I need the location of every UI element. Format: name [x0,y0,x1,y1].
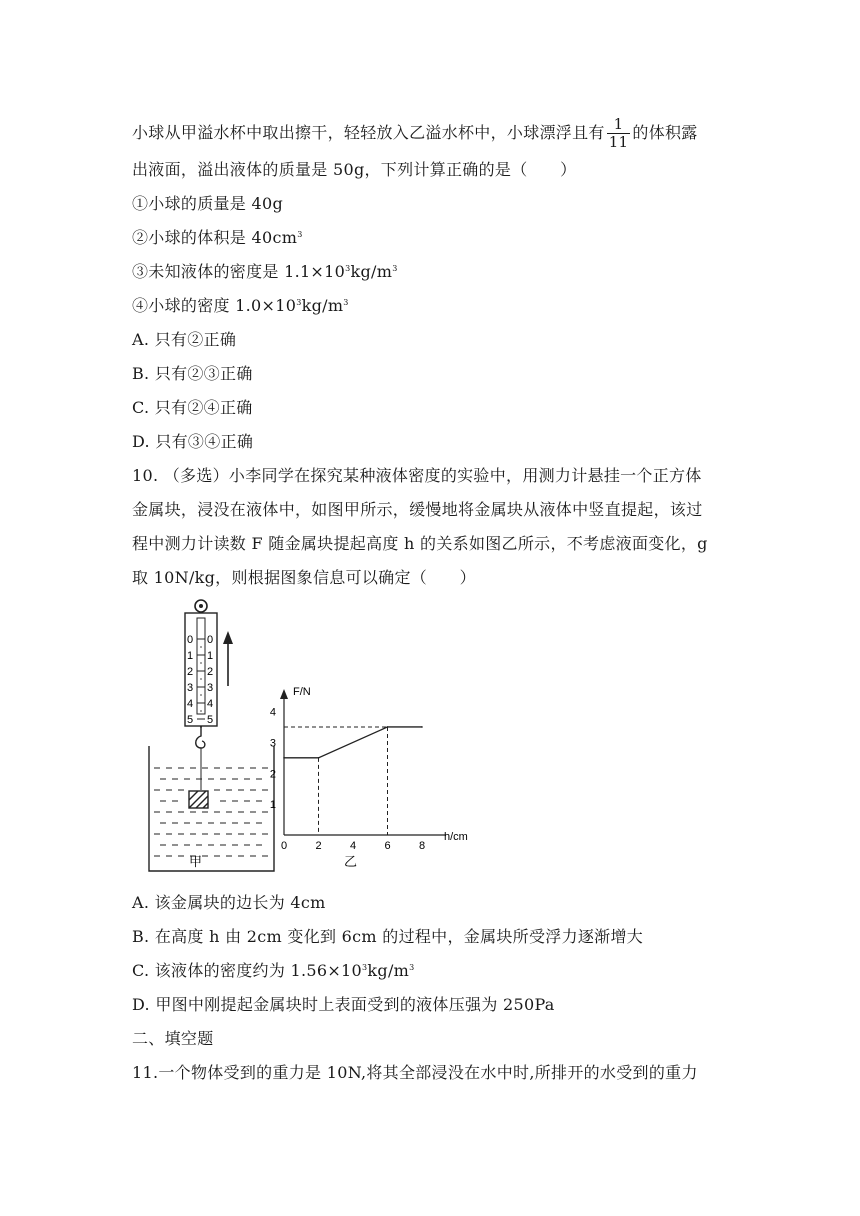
f-h-chart [270,686,468,852]
scale-right-label: 4 [207,698,214,710]
section-title: 二、填空题 [132,1029,214,1048]
superscript: 3 [409,963,415,972]
label-yi: 乙 [344,854,358,869]
superscript: 3 [296,298,302,307]
q9-line-1-text-b: 的体积露 [632,123,698,142]
label-jia: 甲 [189,854,203,869]
x-tick-label: 8 [418,840,426,852]
spring-scale [185,600,233,790]
q9-line-1 [132,116,698,151]
chart-guides [284,727,388,835]
q9-statement-2-text: ②小球的体积是 40cm [132,228,298,247]
q10-option-c [132,958,415,981]
fraction-denominator: 11 [608,133,629,151]
superscript: 3 [345,264,351,273]
x-tick-label: 4 [349,840,357,852]
q10-option-a: A. 该金属块的边长为 4cm [132,893,326,912]
scale-left-label: 0 [187,634,194,646]
x-tick-label: 2 [315,840,322,852]
y-axis-label: F/N [293,686,311,698]
series-line [284,727,422,758]
q9-statement-3-text-b: kg/m [350,262,393,281]
q10-line-1: 10. （多选）小李同学在探究某种液体密度的实验中，用测力计悬挂一个正方体 [132,466,702,485]
q9-option-a: A. 只有②正确 [132,330,237,349]
scale-left-label: 1 [187,650,194,662]
data-point [421,726,423,728]
data-point [318,757,320,759]
q9-line-2: 出液面，溢出液体的质量是 50g，下列计算正确的是（ ） [132,160,577,179]
q9-statement-3 [132,259,398,282]
superscript: 3 [343,298,349,307]
x-axis-label: h/cm [444,831,468,843]
scale-ring-center [199,604,203,608]
q10-option-d: D. 甲图中刚提起金属块时上表面受到的液体压强为 250Pa [132,995,555,1014]
y-tick-label: 4 [269,706,276,719]
scale-right-label: 1 [207,650,214,662]
q9-statement-2 [132,225,303,248]
scale-tube [197,618,205,714]
scale-left-label: 4 [187,698,194,710]
scale-right-label: 2 [207,666,214,678]
q9-statement-4-text-b: kg/m [301,296,344,315]
x-tick-label: 6 [384,840,391,852]
q10-line-3: 程中测力计读数 F 随金属块提起高度 h 的关系如图乙所示，不考虑液面变化，g [132,534,708,553]
q9-statement-3-text-a: ③未知液体的密度是 1.1×10 [132,262,346,281]
fraction-numerator: 1 [607,116,631,134]
q11-line-1: 11.一个物体受到的重力是 10N,将其全部浸没在水中时,所排开的水受到的重力 [132,1063,698,1082]
scale-right-label: 0 [207,634,214,646]
y-tick-label: 1 [269,799,276,812]
q10-line-4: 取 10N/kg，则根据图象信息可以确定（ ） [132,568,476,587]
beaker [149,746,274,871]
q10-option-b: B. 在高度 h 由 2cm 变化到 6cm 的过程中，金属块所受浮力逐渐增大 [132,927,644,946]
q9-option-c: C. 只有②④正确 [132,398,253,417]
superscript: 3 [297,230,303,239]
q10-line-2: 金属块，浸没在液体中，如图甲所示，缓慢地将金属块从液体中竖直提起，该过 [132,500,703,519]
scale-left-label: 2 [187,666,194,678]
q10-option-c-text-b: kg/m [367,961,410,980]
scale-left-label: 3 [187,682,194,694]
scale-right-label: 5 [207,714,214,726]
figure-svg [148,598,478,876]
scale-left-label: 5 [187,714,194,726]
liquid-dashes [154,768,268,856]
x-tick-label: 0 [280,840,288,852]
q9-line-1-text-a: 小球从甲溢水杯中取出擦干，轻轻放入乙溢水杯中，小球漂浮且有 [132,123,605,142]
q9-option-b: B. 只有②③正确 [132,364,253,383]
x-tick-labels [281,840,425,852]
scale-hook [196,726,205,748]
y-tick-labels [270,707,276,812]
data-point [283,757,285,759]
y-tick-label: 2 [269,768,276,781]
up-arrow-icon [223,631,233,644]
fraction-one-eleventh [607,116,631,151]
scale-right-label: 3 [207,682,214,694]
q10-figure [148,598,478,880]
superscript: 3 [362,963,368,972]
data-point [387,726,389,728]
y-axis-arrow-icon [280,689,288,699]
y-tick-label: 3 [269,737,276,750]
q9-option-d: D. 只有③④正确 [132,432,254,451]
q9-statement-4-text-a: ④小球的密度 1.0×10 [132,296,297,315]
q9-statement-1: ①小球的质量是 40g [132,194,283,213]
superscript: 3 [392,264,398,273]
q9-statement-4 [132,293,349,316]
beaker-walls [149,746,274,871]
q10-option-c-text-a: C. 该液体的密度约为 1.56×10 [132,961,363,980]
